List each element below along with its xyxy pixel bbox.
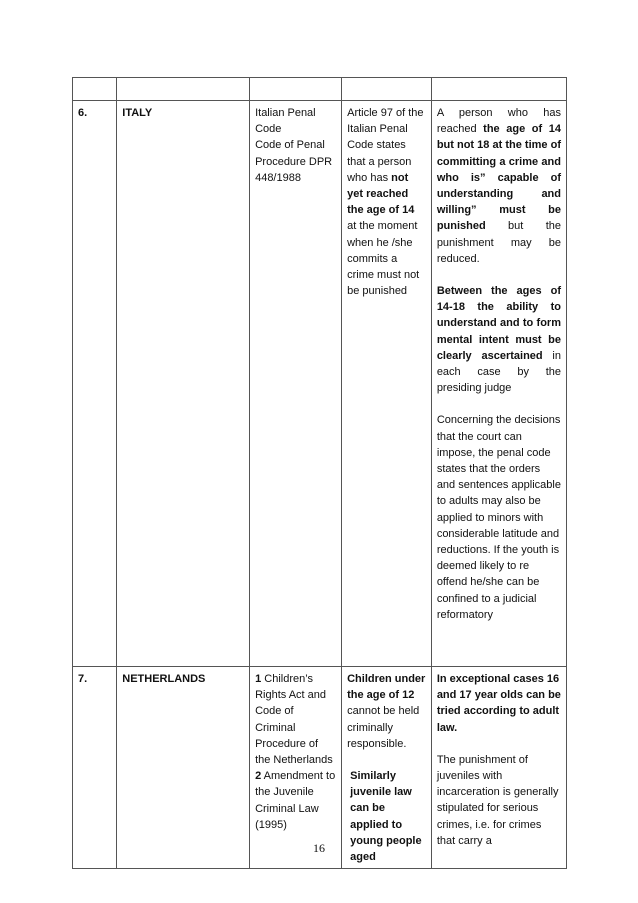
notes-paragraph xyxy=(437,283,561,396)
law-line: Procedure DPR xyxy=(255,155,333,168)
text-run: Article 97 of the Italian Penal Code states that a person who has xyxy=(347,107,424,184)
text-run: at the moment when he /she commits a crime must not be punished xyxy=(347,220,420,298)
notes-paragraph: Concerning the decisions that the court can impose, the penal code states that the orders and sentences applicable to adults may also be applied to minors with considerable latitude and reductions. If the youth is deemed likely to re offend he/she can be confined to a judicial reformatory xyxy=(436,414,561,621)
page-number: 16 xyxy=(313,841,325,855)
table-row xyxy=(73,101,567,667)
law-line: 448/1988 xyxy=(255,171,301,184)
blank-cell xyxy=(73,78,117,101)
text-run: but the punishment may be reduced. xyxy=(436,220,561,265)
row-number: 7. xyxy=(73,667,117,869)
notes-cell xyxy=(431,667,566,869)
notes-cell xyxy=(431,101,566,667)
text-run: Children’s Rights Act and Code of Criminal Procedure of the Netherlands xyxy=(255,673,333,767)
blank-cell xyxy=(342,78,432,101)
text-run: In exceptional cases 16 and 17 year olds can be tried according to adult law. xyxy=(436,673,561,734)
blank-cell xyxy=(117,78,250,101)
blank-cell xyxy=(431,78,566,101)
text-run: Similarly juvenile law can be applied to young people aged xyxy=(350,770,422,864)
age-paragraph xyxy=(347,671,426,752)
text-run: 2 xyxy=(255,770,262,783)
text-run: cannot be held criminally responsible. xyxy=(347,705,420,750)
age-cell xyxy=(342,667,432,869)
notes-paragraph xyxy=(437,105,561,267)
notes-paragraph: The punishment of juveniles with incarceration is generally stipulated for serious crimes, i.e. for crimes that carry a xyxy=(436,753,559,847)
text-run: 1 xyxy=(255,673,262,685)
age-cell xyxy=(342,101,432,667)
country-name: NETHERLANDS xyxy=(117,667,250,869)
country-name: ITALY xyxy=(117,101,250,667)
text-run: not yet reached the age of 14 xyxy=(347,171,415,217)
law-cell xyxy=(250,101,342,667)
text-run: Children under the age of 12 xyxy=(347,673,426,702)
notes-paragraph xyxy=(437,671,561,736)
text-run: in each case by the presiding judge xyxy=(436,349,561,395)
text-run: the age of 14 but not 18 at the time of committing a crime and who is” capable of understanding and willing” must be punished xyxy=(436,123,561,233)
text-run: Between the ages of 14-18 the ability to understand and to form mental intent must be clearly ascertained xyxy=(436,285,561,362)
legal-comparison-table xyxy=(72,77,567,869)
law-line: Code of Penal xyxy=(255,139,325,152)
row-number: 6. xyxy=(73,101,117,667)
law-line: Italian Penal xyxy=(255,107,316,119)
text-run: Amendment to the Juvenile Criminal Law (1995) xyxy=(255,770,336,831)
blank-cell xyxy=(250,78,342,101)
law-cell xyxy=(250,667,342,869)
table-row xyxy=(73,667,567,869)
table-row-blank xyxy=(73,78,567,101)
text-run: A person who has reached xyxy=(436,107,561,136)
law-line: Code xyxy=(255,123,282,136)
